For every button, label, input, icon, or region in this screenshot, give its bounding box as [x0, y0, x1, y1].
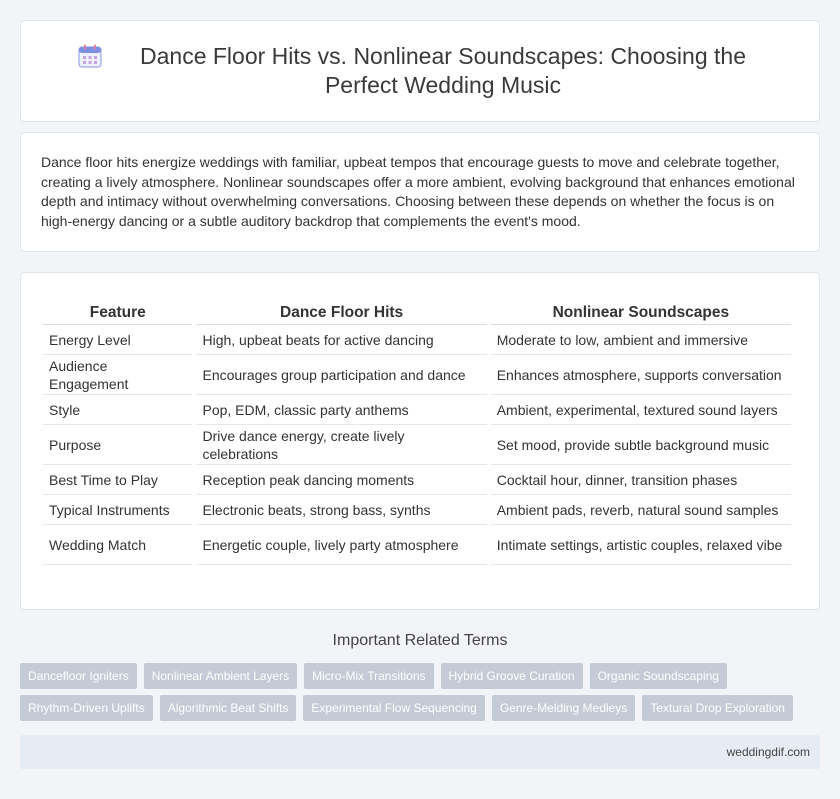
- header-nonlinear-soundscapes: Nonlinear Soundscapes: [491, 297, 791, 325]
- tag-link[interactable]: Nonlinear Ambient Layers: [144, 663, 297, 689]
- tag-link[interactable]: Algorithmic Beat Shifts: [160, 695, 297, 721]
- tag-link[interactable]: Organic Soundscaping: [590, 663, 727, 689]
- tag-link[interactable]: Genre-Melding Medleys: [492, 695, 635, 721]
- tag-link[interactable]: Experimental Flow Sequencing: [303, 695, 484, 721]
- tag-row: [20, 663, 820, 689]
- tag-link[interactable]: Dancefloor Igniters: [20, 663, 137, 689]
- table-cell: Drive dance energy, create lively celebrations: [196, 425, 486, 465]
- table-cell: Wedding Match: [43, 525, 192, 565]
- table-cell: Energy Level: [43, 325, 192, 355]
- related-terms-heading: Important Related Terms: [332, 632, 508, 649]
- table-cell: Intimate settings, artistic couples, relaxed vibe: [491, 525, 791, 565]
- table-cell: Electronic beats, strong bass, synths: [196, 495, 486, 525]
- page-title: Dance Floor Hits vs. Nonlinear Soundscapes: Choosing the Perfect Wedding Music: [140, 43, 746, 98]
- table-cell: Set mood, provide subtle background music: [491, 425, 791, 465]
- table-cell: Style: [43, 395, 192, 425]
- related-terms: [20, 663, 820, 727]
- table-row: [43, 465, 791, 495]
- table-row: [43, 425, 791, 465]
- tag-row: [20, 695, 820, 721]
- table-row: [43, 355, 791, 395]
- table-cell: Reception peak dancing moments: [196, 465, 486, 495]
- table-cell: Moderate to low, ambient and immersive: [491, 325, 791, 355]
- header-feature: Feature: [43, 297, 192, 325]
- table-header-row: [43, 297, 791, 325]
- table-cell: High, upbeat beats for active dancing: [196, 325, 486, 355]
- comparison-table: [39, 297, 795, 565]
- table-cell: Best Time to Play: [43, 465, 192, 495]
- table-cell: Ambient, experimental, textured sound layers: [491, 395, 791, 425]
- table-cell: Pop, EDM, classic party anthems: [196, 395, 486, 425]
- table-row: [43, 525, 791, 565]
- intro-paragraph: Dance floor hits energize weddings with familiar, upbeat tempos that encourage guests to move and celebrate together, creating a lively atmosphere. Nonlinear soundscapes offer a more ambient, evolving background that enhances emotional depth and intimacy without overwhelming conversations. Choosing between these depends on whether the focus is on high-energy dancing or a subtle auditory backdrop that complements the event's mood.: [41, 154, 795, 229]
- table-cell: Purpose: [43, 425, 192, 465]
- table-row: [43, 325, 791, 355]
- tag-link[interactable]: Hybrid Groove Curation: [441, 663, 583, 689]
- title-card: [20, 20, 820, 122]
- table-cell: Energetic couple, lively party atmosphere: [196, 525, 486, 565]
- table-cell: Typical Instruments: [43, 495, 192, 525]
- table-cell: Enhances atmosphere, supports conversation: [491, 355, 791, 395]
- intro-card: [20, 132, 820, 252]
- tag-link[interactable]: Textural Drop Exploration: [642, 695, 793, 721]
- table-cell: Ambient pads, reverb, natural sound samples: [491, 495, 791, 525]
- table-row: [43, 495, 791, 525]
- tag-link[interactable]: Micro-Mix Transitions: [304, 663, 433, 689]
- tag-link[interactable]: Rhythm-Driven Uplifts: [20, 695, 153, 721]
- table-cell: Cocktail hour, dinner, transition phases: [491, 465, 791, 495]
- footer-site-link[interactable]: weddingdif.com: [726, 745, 810, 759]
- table-cell: Encourages group participation and dance: [196, 355, 486, 395]
- footer: [20, 735, 820, 769]
- header-dance-floor-hits: Dance Floor Hits: [196, 297, 486, 325]
- table-row: [43, 395, 791, 425]
- table-cell: Audience Engagement: [43, 355, 192, 395]
- comparison-table-card: [20, 272, 820, 610]
- calendar-icon: [77, 43, 103, 69]
